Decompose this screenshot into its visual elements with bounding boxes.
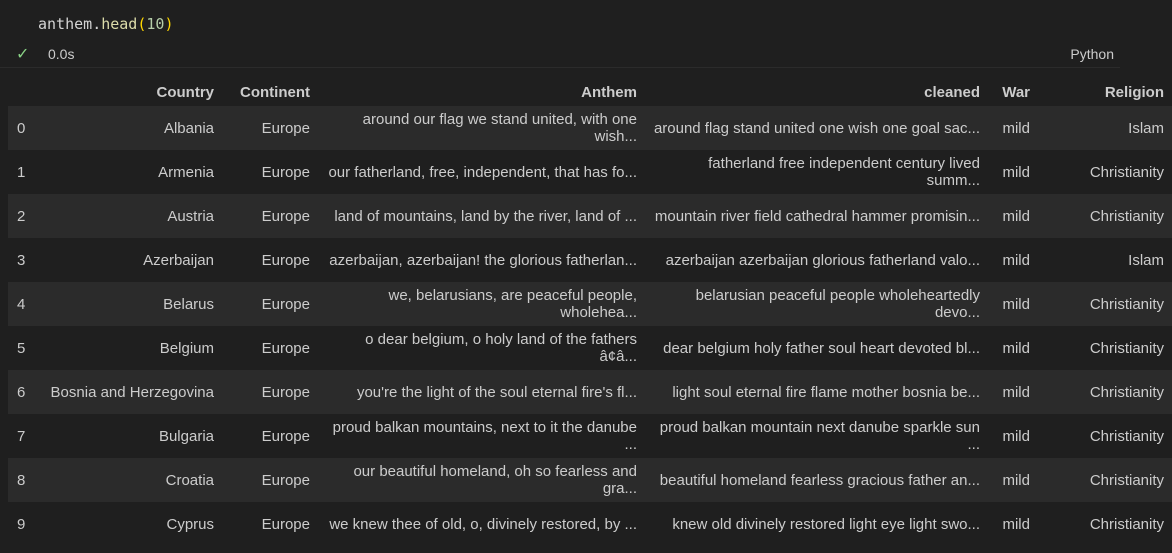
execution-time: 0.0s: [48, 46, 75, 62]
column-header: Country: [156, 84, 214, 101]
code-line[interactable]: anthem.head(10): [38, 15, 174, 33]
cell-country: Armenia: [158, 163, 214, 181]
cell-cleaned: proud balkan mountain next danube sparkle sun ...: [659, 419, 980, 453]
code-argument: 10: [146, 15, 165, 33]
cell-continent: Europe: [261, 427, 310, 445]
cell-war: mild: [1002, 339, 1030, 357]
cell-religion: Christianity: [1089, 339, 1164, 357]
cell-country: Croatia: [165, 471, 214, 489]
cell-continent: Europe: [261, 339, 310, 357]
cell-anthem: we, belarusians, are peaceful people, wholehea...: [388, 287, 637, 321]
table-body: [8, 106, 1172, 546]
cell-output: [8, 79, 1164, 546]
cell-religion: Christianity: [1089, 295, 1164, 313]
cell-country: Belarus: [163, 295, 214, 313]
table-row: [8, 150, 1172, 194]
table-row: [8, 414, 1172, 458]
row-index: 5: [17, 339, 26, 357]
cell-divider: [0, 67, 1120, 68]
cell-religion: Islam: [1128, 251, 1164, 269]
cell-cleaned: light soul eternal fire flame mother bosnia be...: [672, 383, 980, 401]
row-index: 9: [17, 515, 26, 533]
table-row: [8, 282, 1172, 326]
cell-war: mild: [1002, 251, 1030, 269]
cell-anthem: land of mountains, land by the river, land of ...: [334, 207, 637, 225]
cell-continent: Europe: [261, 471, 310, 489]
column-header: War: [1002, 84, 1030, 101]
column-header: Religion: [1104, 84, 1164, 101]
row-index: 0: [17, 119, 26, 137]
cell-continent: Europe: [261, 207, 310, 225]
cell-anthem: our fatherland, free, independent, that has fo...: [328, 163, 637, 181]
column-header: cleaned: [924, 84, 980, 101]
check-icon: ✓: [16, 46, 30, 63]
cell-cleaned: beautiful homeland fearless gracious father an...: [659, 471, 980, 489]
cell-religion: Christianity: [1089, 515, 1164, 533]
cell-religion: Christianity: [1089, 207, 1164, 225]
cell-war: mild: [1002, 383, 1030, 401]
cell-war: mild: [1002, 163, 1030, 181]
cell-anthem: our beautiful homeland, oh so fearless and gra...: [353, 463, 637, 497]
row-index: 6: [17, 383, 26, 401]
cell-continent: Europe: [261, 295, 310, 313]
row-index: 1: [17, 163, 26, 181]
cell-religion: Islam: [1128, 119, 1164, 137]
cell-anthem: o dear belgium, o holy land of the fathers â¢â...: [365, 331, 637, 365]
cell-country: Belgium: [159, 339, 214, 357]
cell-anthem: you're the light of the soul eternal fire's fl...: [356, 383, 637, 401]
cell-continent: Europe: [261, 515, 310, 533]
cell-war: mild: [1002, 427, 1030, 445]
dataframe-table: [8, 79, 1172, 546]
cell-country: Cyprus: [166, 515, 214, 533]
cell-war: mild: [1002, 295, 1030, 313]
cell-cleaned: azerbaijan azerbaijan glorious fatherland valo...: [665, 251, 980, 269]
cell-country: Azerbaijan: [143, 251, 214, 269]
cell-anthem: proud balkan mountains, next to it the danube ...: [332, 419, 637, 453]
cell-country: Albania: [163, 119, 214, 137]
table-row: [8, 238, 1172, 282]
cell-continent: Europe: [261, 251, 310, 269]
cell-war: mild: [1002, 515, 1030, 533]
table-row: [8, 370, 1172, 414]
code-object: anthem: [38, 15, 93, 33]
cell-religion: Christianity: [1089, 383, 1164, 401]
row-index: 4: [17, 295, 26, 313]
table-row: [8, 502, 1172, 546]
cell-religion: Christianity: [1089, 471, 1164, 489]
cell-cleaned: knew old divinely restored light eye light swo...: [672, 515, 980, 533]
cell-anthem: azerbaijan, azerbaijan! the glorious fatherlan...: [329, 251, 637, 269]
row-index: 3: [17, 251, 26, 269]
cell-cleaned: fatherland free independent century lived summ...: [708, 155, 980, 189]
cell-continent: Europe: [261, 383, 310, 401]
row-index: 2: [17, 207, 26, 225]
cell-anthem: around our flag we stand united, with one wish...: [362, 111, 637, 145]
column-header: Continent: [240, 84, 310, 101]
cell-continent: Europe: [261, 119, 310, 137]
column-header: [8, 79, 36, 106]
kernel-language[interactable]: Python: [1070, 46, 1114, 62]
cell-status-bar: [0, 42, 1120, 68]
cell-continent: Europe: [261, 163, 310, 181]
cell-religion: Christianity: [1089, 163, 1164, 181]
cell-cleaned: belarusian peaceful people wholeheartedly devo...: [695, 287, 980, 321]
cell-cleaned: mountain river field cathedral hammer promisin...: [654, 207, 980, 225]
row-index: 8: [17, 471, 26, 489]
table-row: [8, 458, 1172, 502]
cell-cleaned: dear belgium holy father soul heart devoted bl...: [663, 339, 980, 357]
cell-religion: Christianity: [1089, 427, 1164, 445]
cell-cleaned: around flag stand united one wish one goal sac...: [653, 119, 980, 137]
code-method: head: [101, 15, 138, 33]
table-row: [8, 326, 1172, 370]
table-row: [8, 194, 1172, 238]
cell-war: mild: [1002, 207, 1030, 225]
table-row: [8, 106, 1172, 150]
table-header-row: [8, 79, 1172, 106]
cell-country: Austria: [167, 207, 214, 225]
cell-country: Bosnia and Herzegovina: [50, 383, 214, 401]
code-cell[interactable]: [0, 0, 1120, 42]
row-index: 7: [17, 427, 26, 445]
cell-war: mild: [1002, 471, 1030, 489]
cell-anthem: we knew thee of old, o, divinely restored, by ...: [329, 515, 637, 533]
column-header: Anthem: [581, 84, 637, 101]
cell-country: Bulgaria: [158, 427, 214, 445]
cell-war: mild: [1002, 119, 1030, 137]
